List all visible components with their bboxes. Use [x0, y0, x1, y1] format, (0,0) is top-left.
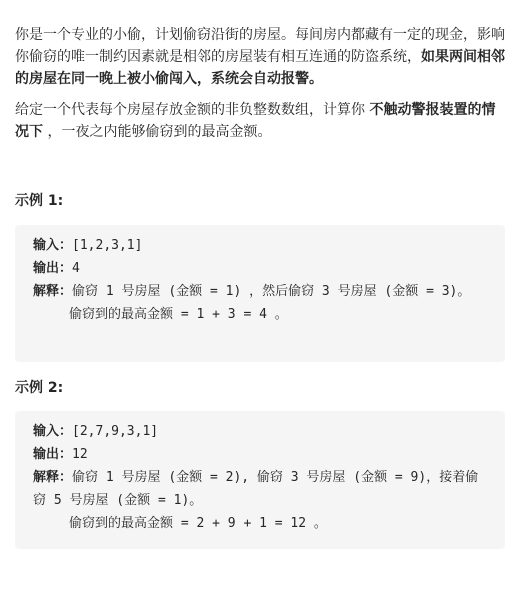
example-2-output	[33, 443, 487, 466]
example-2-heading: 示例 2:	[15, 380, 64, 396]
output-label: 输出：	[33, 261, 73, 276]
example-1-explanation	[33, 280, 487, 303]
task-text-end: ，一夜之内能够偷窃到的最高金额。	[43, 124, 272, 140]
intro-paragraph	[15, 24, 505, 90]
example-1-input	[33, 234, 487, 257]
example-2-explanation	[33, 466, 487, 512]
intro-text: 你是一个专业的小偷，计划偷窃沿街的房屋。每间房内都藏有一定的现金，影响你偷窃的唯一制约因素就是相邻的房屋装有相互连通的防盗系统，	[15, 27, 505, 65]
example-2-result: 偷窃到的最高金额 = 2 + 9 + 1 = 12 。	[69, 516, 327, 531]
example-1-code-block	[15, 225, 505, 362]
task-text-start: 给定一个代表每个房屋存放金额的非负整数数组，计算你	[15, 102, 370, 118]
input-value: [2,7,9,3,1]	[72, 424, 159, 439]
task-bold-text: 不触动警报装置的情况下	[15, 102, 496, 140]
input-label: 输入：	[33, 238, 73, 253]
explanation-value: 偷窃 1 号房屋 (金额 = 2), 偷窃 3 号房屋 (金额 = 9)，接着偷窃 5 号房屋 (金额 = 1)。	[33, 470, 479, 508]
example-2-input	[33, 420, 487, 443]
input-value: [1,2,3,1]	[72, 238, 143, 253]
explanation-label: 解释：	[33, 284, 73, 299]
example-2-code-block	[15, 411, 505, 549]
example-1-heading: 示例 1:	[15, 193, 64, 209]
explanation-label: 解释：	[33, 470, 73, 485]
example-1-output	[33, 257, 487, 280]
task-paragraph	[15, 99, 505, 143]
explanation-value: 偷窃 1 号房屋 (金额 = 1) ，然后偷窃 3 号房屋 (金额 = 3)。	[72, 284, 471, 299]
example-1-result: 偷窃到的最高金额 = 1 + 3 = 4 。	[69, 307, 288, 322]
input-label: 输入：	[33, 424, 73, 439]
intro-bold-text: 如果两间相邻的房屋在同一晚上被小偷闯入，系统会自动报警。	[15, 49, 505, 87]
output-value: 12	[72, 447, 88, 462]
output-value: 4	[72, 261, 80, 276]
output-label: 输出：	[33, 447, 73, 462]
